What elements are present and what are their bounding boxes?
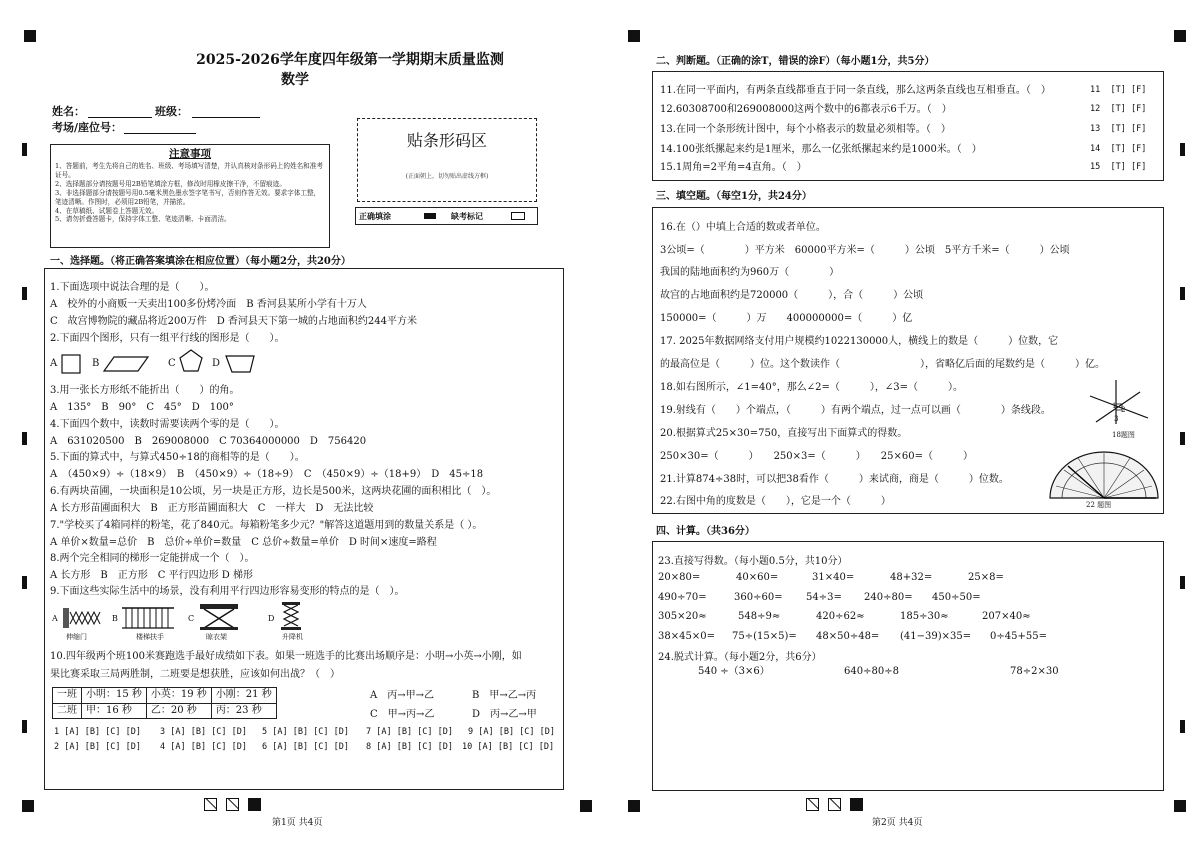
timing-mark	[1180, 287, 1185, 300]
table-cell: 小明：15 秒	[82, 688, 147, 704]
corner-mark	[24, 30, 36, 42]
q2-label-b: B	[92, 358, 100, 369]
table-cell: 甲：16 秒	[82, 703, 147, 719]
notice-item: 3、非选择题部分请按题号用0.5毫米黑色墨水签字笔书写，否则作答无效。要求字体工整，笔迹清晰。作图时，必须用2B铅笔，并描浓。	[55, 188, 321, 206]
tf-answer[interactable]	[1090, 104, 1146, 115]
hatched-mark	[204, 798, 217, 811]
calc-item: 490÷70=	[658, 592, 707, 603]
seat-label: 考场/座位号：	[52, 121, 123, 134]
hatched-mark	[226, 798, 239, 811]
judge-item: 14.100张纸摞起来约是1厘米，那么一亿张纸摞起来约是1000米。（ ）	[660, 144, 982, 155]
answer-number: 10	[462, 742, 473, 752]
judge-item: 15.1周角=2平角=4直角。（ ）	[660, 162, 807, 173]
q1-stem: 1.下面选项中说法合理的是（ ）。	[50, 282, 215, 293]
calc-item: (41−39)×35=	[900, 631, 972, 642]
answer-number: 3	[160, 727, 166, 737]
answer-bubbles[interactable]: [A] [B] [C] [D]	[272, 727, 350, 737]
calc-item: 548÷9≈	[738, 611, 781, 622]
q6-stem: 6.有两块苗圃，一块面积是10公顷，另一块是正方形，边长是500米，这两块花圃的面积相比（ ）。	[50, 486, 497, 497]
answer-row[interactable]	[160, 742, 247, 753]
angle-label-3: 3	[1114, 415, 1119, 423]
corner-mark	[22, 800, 34, 812]
calc-item: 360÷60=	[734, 592, 783, 603]
page-code-marks	[806, 798, 863, 816]
q9-label-d: D	[268, 614, 275, 623]
protractor-icon	[1048, 450, 1160, 500]
answer-row[interactable]	[54, 742, 141, 753]
clothes-rack-icon	[196, 602, 242, 632]
calc-item: 207×40≈	[982, 611, 1031, 622]
tf-bubbles[interactable]: [T] [F]	[1110, 162, 1147, 172]
notice-title: 注意事项	[169, 148, 211, 160]
q24-item: 78÷2×30	[1010, 666, 1059, 677]
tf-answer[interactable]	[1090, 85, 1146, 96]
calc-item: 420÷62≈	[816, 611, 865, 622]
corner-mark	[1174, 800, 1186, 812]
exam-subject: 数学	[281, 72, 309, 88]
answer-number: 9	[468, 727, 474, 737]
answer-bubbles[interactable]: [A] [B] [C] [D]	[376, 727, 454, 737]
q24-title: 24.脱式计算。（每小题2分，共6分）	[658, 652, 822, 663]
timing-mark	[1180, 576, 1185, 589]
answer-number: 13	[1090, 124, 1101, 134]
fill-line: 250×30=（ ） 250×3=（ ） 25×60=（ ）	[660, 451, 973, 462]
q3-options: A 135° B 90° C 45° D 100°	[50, 402, 234, 413]
section3-title: 三、填空题。（每空1分，共24分）	[656, 191, 812, 202]
calc-item: 48×50÷48=	[816, 631, 880, 642]
calc-item: 20×80=	[658, 572, 701, 583]
fill-line: 18.如右图所示，∠1=40°，那么∠2=（ ），∠3=（ ）。	[660, 382, 963, 393]
tf-bubbles[interactable]: [T] [F]	[1110, 124, 1147, 134]
answer-row[interactable]	[468, 727, 555, 738]
answer-number: 6	[262, 742, 268, 752]
calc-item: 31×40=	[812, 572, 855, 583]
fig22-caption: 22 题图	[1086, 501, 1112, 509]
q9-label-a: A	[52, 614, 58, 623]
table-cell: 二班	[53, 703, 82, 719]
answer-bubbles[interactable]: [A] [B] [C] [D]	[64, 727, 142, 737]
answer-bubbles[interactable]: [A] [B] [C] [D]	[170, 742, 248, 752]
judge-item: 12.60308700和269008000这两个数中的6都表示6千万。（ ）	[660, 104, 952, 115]
corner-mark	[628, 30, 640, 42]
notice-item: 4、在草稿纸、试题卷上答题无效。	[55, 206, 159, 215]
timing-mark	[1180, 720, 1185, 733]
solid-mark	[850, 798, 863, 811]
fill-line: 16.在（）中填上合适的数或者单位。	[660, 222, 826, 233]
table-row	[53, 703, 277, 719]
telescopic-gate-icon	[62, 604, 102, 632]
answer-bubbles[interactable]: [A] [B] [C] [D]	[64, 742, 142, 752]
calc-item: 40×60=	[736, 572, 779, 583]
q9-caption-d: 升降机	[282, 633, 303, 641]
fill-line: 21.计算874÷38时，可以把38看作（ ）来试商，商是（ ）位数。	[660, 474, 1009, 485]
q3-stem: 3.用一张长方形纸不能折出（ ）的角。	[50, 385, 240, 396]
absent-checkbox[interactable]	[511, 212, 525, 220]
tf-bubbles[interactable]: [T] [F]	[1110, 85, 1147, 95]
q2-label-a: A	[50, 358, 58, 369]
section2-title: 二、判断题。（正确的涂T，错误的涂F）（每小题1分，共5分）	[656, 56, 935, 67]
fill-line: 17. 2025年数据网络支付用户规模约1022130000人，横线上的数是（ ）位数，它	[660, 336, 1059, 347]
judge-item: 11.在同一平面内，有两条直线都垂直于同一条直线，那么这两条直线也互相垂直。（ ）	[660, 85, 1051, 96]
timing-mark	[1180, 143, 1185, 156]
angle-label-1: 1	[1112, 402, 1117, 410]
q10-option-c: C 甲→丙→乙	[370, 709, 435, 720]
q23-title: 23.直接写得数。（每小题0.5分，共10分）	[658, 556, 848, 567]
name-label: 姓名：	[52, 105, 85, 118]
q5-options: A （450×9）÷（18×9） B （450×9）÷（18÷9） C （450×9）÷（18+9） D 45÷18	[50, 469, 484, 480]
fill-line: 150000=（ ）万 400000000=（ ）亿	[660, 313, 913, 324]
timing-mark	[22, 143, 27, 156]
seat-field[interactable]	[124, 133, 196, 134]
fill-line: 19.射线有（ ）个端点，（ ）有两个端点，过一点可以画（ ）条线段。	[660, 405, 1051, 416]
notice-item: 2、选择题部分请按题号用2B铅笔填涂方框，修改时用橡皮擦干净，不留痕迹。	[55, 179, 286, 188]
answer-number: 7	[366, 727, 372, 737]
legend-correct-label: 正确填涂	[359, 211, 391, 221]
answer-number: 1	[54, 727, 60, 737]
timing-mark	[22, 287, 27, 300]
table-cell: 小刚：21 秒	[211, 688, 276, 704]
tf-answer[interactable]	[1090, 162, 1146, 173]
q9-label-b: B	[112, 614, 118, 623]
answer-bubbles[interactable]: [A] [B] [C] [D]	[478, 727, 556, 737]
answer-bubbles[interactable]: [A] [B] [C] [D]	[376, 742, 454, 752]
calc-item: 0÷45+55=	[990, 631, 1047, 642]
q9-caption-a: 伸缩门	[66, 633, 87, 641]
answer-bubbles[interactable]: [A] [B] [C] [D]	[170, 727, 248, 737]
q4-stem: 4.下面四个数中，读数时需要读两个零的是（ ）。	[50, 419, 285, 430]
answer-number: 14	[1090, 144, 1101, 154]
q2-label-c: C	[168, 358, 176, 369]
solid-mark	[248, 798, 261, 811]
q2-label-d: D	[212, 358, 221, 369]
section1-title: 一、选择题。（将正确答案填涂在相应位置）（每小题2分，共20分）	[50, 256, 351, 267]
answer-number: 12	[1090, 104, 1101, 114]
barcode-title: 贴条形码区	[406, 131, 487, 150]
q7-options: A 单价×数量=总价 B 总价÷单价=数量 C 总价÷数量=单价 D 时间×速度=路程	[50, 537, 437, 548]
q10-option-b: B 甲→乙→丙	[472, 690, 537, 701]
q24-item: 640÷80÷8	[844, 666, 899, 677]
fig18-caption: 18题图	[1112, 431, 1135, 439]
corner-mark	[580, 800, 592, 812]
answer-row[interactable]	[54, 727, 141, 738]
tf-bubbles[interactable]: [T] [F]	[1110, 144, 1147, 154]
notice-item: 1、答题前，考生先将自己的姓名、班级、考场填写清楚，并认真核对条形码上的姓名和准考证号。	[55, 162, 323, 180]
table-cell: 丙：23 秒	[211, 703, 276, 719]
q2-stem: 2.下面四个图形，只有一组平行线的图形是（ ）。	[50, 333, 285, 344]
barcode-area	[357, 118, 537, 202]
answer-row[interactable]	[462, 742, 554, 753]
calc-item: 450÷50=	[932, 592, 981, 603]
race-table	[52, 687, 277, 719]
q10-option-d: D 丙→乙→甲	[472, 709, 537, 720]
answer-bubbles[interactable]: [A] [B] [C] [D]	[272, 742, 350, 752]
answer-number: 5	[262, 727, 268, 737]
tf-answer[interactable]	[1090, 144, 1146, 155]
q8-stem: 8.两个完全相同的梯形一定能拼成一个（ ）。	[50, 553, 255, 564]
answer-number: 15	[1090, 162, 1101, 172]
q8-options: A 长方形 B 正方形 C 平行四边形 D 梯形	[50, 570, 253, 581]
judge-item: 13.在同一个条形统计图中，每个小格表示的数量必须相等。（ ）	[660, 124, 951, 135]
timing-mark	[22, 432, 27, 445]
q9-caption-b: 楼梯扶手	[136, 633, 164, 641]
q7-stem: 7."学校买了4箱同样的粉笔，花了840元。每箱粉笔多少元？"解答这道题用到的数量关系是（ ）。	[50, 520, 483, 531]
name-field[interactable]	[88, 117, 152, 118]
fill-line: 22.右图中角的度数是（ ），它是一个（ ）	[660, 496, 891, 507]
parallelogram-shape	[102, 355, 150, 373]
fill-legend	[355, 207, 538, 225]
fill-line: 我国的陆地面积约为960万（ ）	[660, 267, 840, 278]
calc-item: 240÷80=	[864, 592, 913, 603]
legend-correct-mark	[424, 213, 436, 219]
fill-line: 故宫的占地面积约是720000（ ），合（ ）公顷	[660, 290, 924, 301]
q6-options: A 长方形苗圃面积大 B 正方形苗圃面积大 C 一样大 D 无法比较	[50, 503, 374, 514]
calc-item: 185÷30≈	[900, 611, 949, 622]
page-code-marks	[204, 798, 261, 816]
q9-stem: 9.下面这些实际生活中的场景，没有利用平行四边形容易变形的特点的是（ ）。	[50, 586, 405, 597]
hatched-mark	[806, 798, 819, 811]
tf-bubbles[interactable]: [T] [F]	[1110, 104, 1147, 114]
page-footer: 第2页 共4页	[872, 818, 923, 828]
trapezoid-shape	[224, 354, 256, 374]
timing-mark	[22, 576, 27, 589]
angle-figure-18	[1088, 378, 1150, 430]
answer-row[interactable]	[160, 727, 247, 738]
fill-line: 20.根据算式25×30=750，直接写出下面算式的得数。	[660, 428, 908, 439]
calc-item: 25×8=	[968, 572, 1004, 583]
answer-number: 8	[366, 742, 372, 752]
table-cell: 小英：19 秒	[146, 688, 211, 704]
fill-line: 的最高位是（ ）位。这个数读作（ ），省略亿后面的尾数约是（ ）亿。	[660, 359, 1105, 370]
answer-bubbles[interactable]: [A] [B] [C] [D]	[477, 742, 555, 752]
q4-options: A 631020500 B 269008000 C 70364000000 D 756420	[50, 436, 367, 447]
answer-number: 2	[54, 742, 60, 752]
calc-item: 54÷3=	[806, 592, 842, 603]
q10-stem-cont: 果比赛采取三局两胜制，二班要是想获胜，应该如何出战？（ ）	[50, 669, 340, 680]
calc-item: 305×20≈	[658, 611, 707, 622]
calc-item: 48+32=	[890, 572, 933, 583]
scissor-lift-icon	[278, 600, 304, 632]
q1-options-ab: A 校外的小商贩一天卖出100多份烤冷面 B 香河县某所小学有十万人	[50, 299, 367, 310]
timing-mark	[1180, 432, 1185, 445]
corner-mark	[1174, 30, 1186, 42]
q10-stem: 10.四年级两个班100米赛跑选手最好成绩如下表。如果一班选手的比赛出场顺序是：小明→小英→小刚，如	[50, 651, 522, 662]
answer-number: 11	[1090, 85, 1101, 95]
table-row	[53, 688, 277, 704]
legend-absent-label: 缺考标记	[451, 211, 483, 221]
angle-label-2: 2	[1121, 406, 1126, 414]
section4-title: 四、计算。（共36分）	[656, 526, 755, 537]
q24-item: 540 ÷（3×6）	[698, 666, 770, 677]
fill-line: 3公顷=（ ）平方米 60000平方米=（ ）公顷 5平方千米=（ ）公顷	[660, 245, 1070, 256]
class-label: 班级：	[155, 105, 188, 118]
answer-number: 4	[160, 742, 166, 752]
notice-box	[50, 144, 330, 248]
stair-railing-icon	[120, 602, 176, 632]
q9-label-c: C	[188, 614, 195, 623]
q10-option-a: A 丙→甲→乙	[370, 690, 434, 701]
timing-mark	[22, 720, 27, 733]
exam-title: 2025-2026学年度四年级第一学期期末质量监测	[196, 52, 504, 68]
answer-row[interactable]	[366, 727, 453, 738]
corner-mark	[628, 800, 640, 812]
tf-answer[interactable]	[1090, 124, 1146, 135]
hatched-mark	[828, 798, 841, 811]
answer-row[interactable]	[366, 742, 453, 753]
table-cell: 乙：20 秒	[146, 703, 211, 719]
calc-item: 38×45×0=	[658, 631, 715, 642]
notice-item: 5、请勿折叠答题卡，保持字体工整、笔迹清晰、卡面清洁。	[55, 215, 231, 224]
barcode-hint: (正面朝上，切勿贴出虚线方框)	[405, 173, 489, 180]
class-field[interactable]	[192, 117, 260, 118]
answer-row[interactable]	[262, 742, 349, 753]
answer-row[interactable]	[262, 727, 349, 738]
pentagon-shape	[178, 348, 204, 374]
q5-stem: 5.下面的算式中，与算式450÷18的商相等的是（ ）。	[50, 452, 305, 463]
page-footer: 第1页 共4页	[272, 818, 323, 828]
q9-caption-c: 晾衣架	[206, 633, 227, 641]
q1-options-cd: C 故宫博物院的藏品将近200万件 D 香河县天下第一城的占地面积约244平方米	[50, 316, 418, 327]
square-shape	[60, 353, 82, 375]
calc-item: 75÷(15×5)=	[732, 631, 797, 642]
table-cell: 一班	[53, 688, 82, 704]
